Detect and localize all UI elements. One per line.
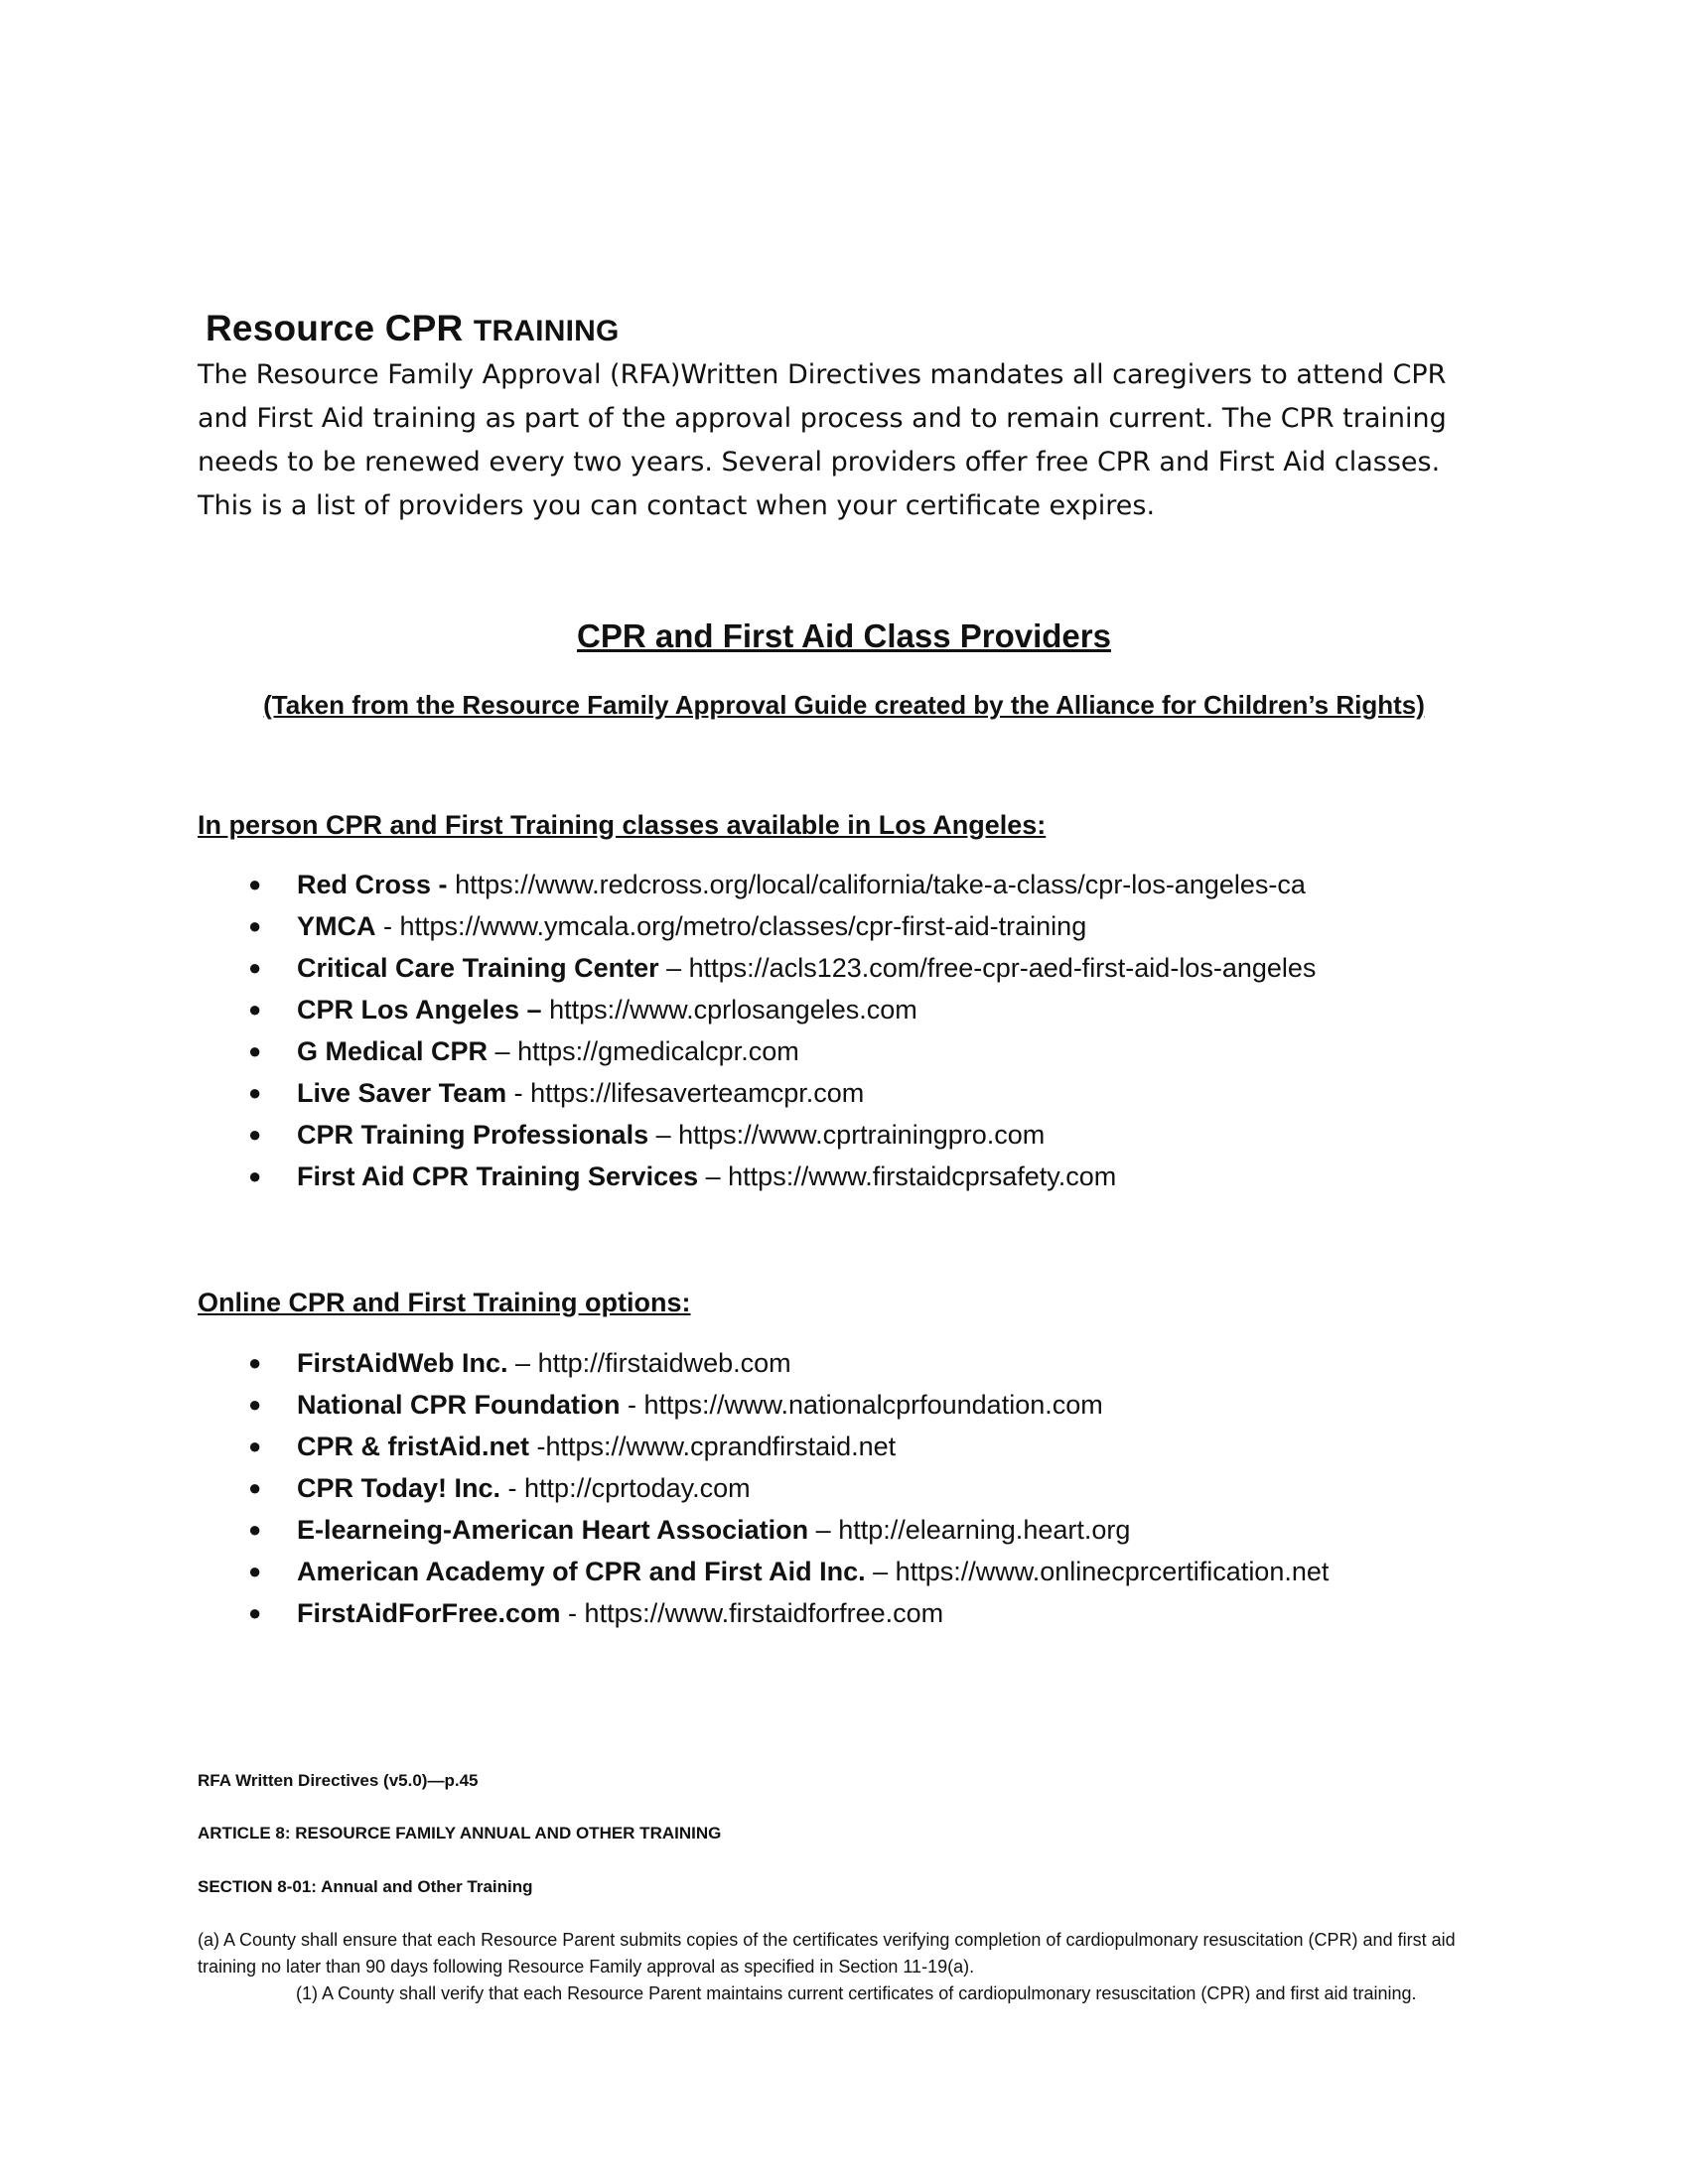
provider-url[interactable]: https://www.cprlosangeles.com	[549, 995, 917, 1024]
provider-name: CPR Training Professionals	[297, 1120, 649, 1150]
provider-name: FirstAidWeb Inc.	[297, 1348, 508, 1378]
list-item	[198, 1156, 1588, 1197]
provider-name: American Academy of CPR and First Aid Inc.	[297, 1557, 866, 1586]
provider-url[interactable]: http://cprtoday.com	[524, 1473, 751, 1503]
providers-heading: CPR and First Aid Class Providers	[577, 617, 1111, 654]
provider-name: CPR Today! Inc.	[297, 1473, 501, 1503]
bullet-icon: ●	[248, 1475, 262, 1500]
separator	[542, 995, 550, 1024]
separator: -	[529, 1432, 546, 1461]
page-title	[206, 308, 620, 349]
provider-name: E-learneing-American Heart Association	[297, 1515, 809, 1545]
footer-paragraph-1: (1) A County shall verify that each Resource Parent maintains current certificates of cardiopulmonary resuscitation (CPR) and first aid training.	[296, 1983, 1417, 2003]
separator: –	[808, 1515, 839, 1545]
provider-name: FirstAidForFree.com	[297, 1598, 561, 1628]
bullet-icon: ●	[248, 1080, 262, 1105]
provider-url[interactable]: https://www.nationalcprfoundation.com	[643, 1390, 1103, 1420]
list-item	[198, 1030, 1588, 1072]
list-item	[198, 989, 1588, 1030]
provider-url[interactable]: https://www.cprtrainingpro.com	[678, 1120, 1046, 1150]
separator: –	[658, 953, 689, 983]
list-item	[198, 1342, 1588, 1384]
online-provider-list	[198, 1342, 1588, 1634]
provider-name: Critical Care Training Center	[297, 953, 659, 983]
separator: –	[648, 1120, 679, 1150]
provider-url[interactable]: https://acls123.com/free-cpr-aed-first-aid-los-angeles	[688, 953, 1317, 983]
bullet-icon: ●	[248, 1517, 262, 1542]
provider-url[interactable]: https://www.firstaidforfree.com	[584, 1598, 944, 1628]
in-person-provider-list	[198, 864, 1588, 1197]
separator: -	[560, 1598, 585, 1628]
page-title-lead: Resource CPR	[206, 308, 474, 348]
bullet-icon: ●	[248, 955, 262, 980]
provider-name: CPR Los Angeles –	[297, 995, 542, 1024]
footer-reference: RFA Written Directives (v5.0)—p.45	[198, 1771, 479, 1790]
bullet-icon: ●	[248, 1392, 262, 1417]
list-item	[198, 864, 1588, 905]
provider-name: YMCA	[297, 911, 376, 941]
separator: –	[865, 1557, 896, 1586]
intro-paragraph: The Resource Family Approval (RFA)Written Directives mandates all caregivers to attend CPR and First Aid training as part of the approval process and to remain current. The CPR training needs to be renewed every two years. Several providers offer free CPR and First Aid classes. This is a list of providers you can contact when your certificate expires.	[198, 359, 1447, 521]
online-heading: Online CPR and First Training options:	[198, 1288, 691, 1317]
separator: -	[506, 1078, 531, 1108]
separator: –	[698, 1161, 729, 1191]
list-item	[198, 947, 1588, 989]
provider-url[interactable]: http://firstaidweb.com	[537, 1348, 791, 1378]
footer-paragraph-a: (a) A County shall ensure that each Resource Parent submits copies of the certificates verifying completion of cardiopulmonary resuscitation (CPR) and first aid training no later than 90 days following Resource Family approval as specified in Section 11-19(a).	[198, 1930, 1456, 1977]
list-item	[198, 1592, 1588, 1634]
provider-name: Red Cross -	[297, 870, 448, 899]
provider-name: CPR & fristAid.net	[297, 1432, 530, 1461]
bullet-icon: ●	[248, 872, 262, 896]
provider-name: G Medical CPR	[297, 1036, 489, 1066]
list-item	[198, 1551, 1588, 1592]
in-person-heading: In person CPR and First Training classes available in Los Angeles:	[198, 810, 1047, 840]
provider-url[interactable]: https://www.redcross.org/local/california/take-a-class/cpr-los-angeles-ca	[455, 870, 1306, 899]
separator: –	[507, 1348, 538, 1378]
footer-section: SECTION 8-01: Annual and Other Training	[198, 1877, 533, 1896]
providers-subheading: (Taken from the Resource Family Approval Guide created by the Alliance for Children’s Rights)	[263, 690, 1425, 720]
bullet-icon: ●	[248, 1038, 262, 1063]
provider-url[interactable]: https://lifesaverteamcpr.com	[530, 1078, 865, 1108]
list-item	[198, 1384, 1588, 1426]
provider-name: First Aid CPR Training Services	[297, 1161, 699, 1191]
separator	[448, 870, 456, 899]
provider-url[interactable]: http://elearning.heart.org	[838, 1515, 1131, 1545]
separator: -	[375, 911, 400, 941]
separator: -	[500, 1473, 525, 1503]
provider-name: Live Saver Team	[297, 1078, 507, 1108]
list-item	[198, 1114, 1588, 1156]
list-item	[198, 1467, 1588, 1509]
provider-name: National CPR Foundation	[297, 1390, 621, 1420]
list-item	[198, 905, 1588, 947]
bullet-icon: ●	[248, 1600, 262, 1625]
list-item	[198, 1072, 1588, 1114]
bullet-icon: ●	[248, 1122, 262, 1147]
list-item	[198, 1509, 1588, 1551]
bullet-icon: ●	[248, 1350, 262, 1375]
footer-article: ARTICLE 8: RESOURCE FAMILY ANNUAL AND OTHER TRAINING	[198, 1824, 722, 1843]
bullet-icon: ●	[248, 1433, 262, 1458]
provider-url[interactable]: https://gmedicalcpr.com	[517, 1036, 799, 1066]
page-title-smallcaps: TRAINING	[473, 315, 620, 347]
bullet-icon: ●	[248, 1163, 262, 1188]
bullet-icon: ●	[248, 997, 262, 1022]
separator: –	[488, 1036, 518, 1066]
provider-url[interactable]: https://www.onlinecprcertification.net	[895, 1557, 1330, 1586]
provider-url[interactable]: https://www.cprandfirstaid.net	[545, 1432, 897, 1461]
provider-url[interactable]: https://www.firstaidcprsafety.com	[728, 1161, 1117, 1191]
provider-url[interactable]: https://www.ymcala.org/metro/classes/cpr-first-aid-training	[399, 911, 1087, 941]
bullet-icon: ●	[248, 913, 262, 938]
list-item	[198, 1426, 1588, 1467]
separator: -	[620, 1390, 644, 1420]
bullet-icon: ●	[248, 1559, 262, 1583]
